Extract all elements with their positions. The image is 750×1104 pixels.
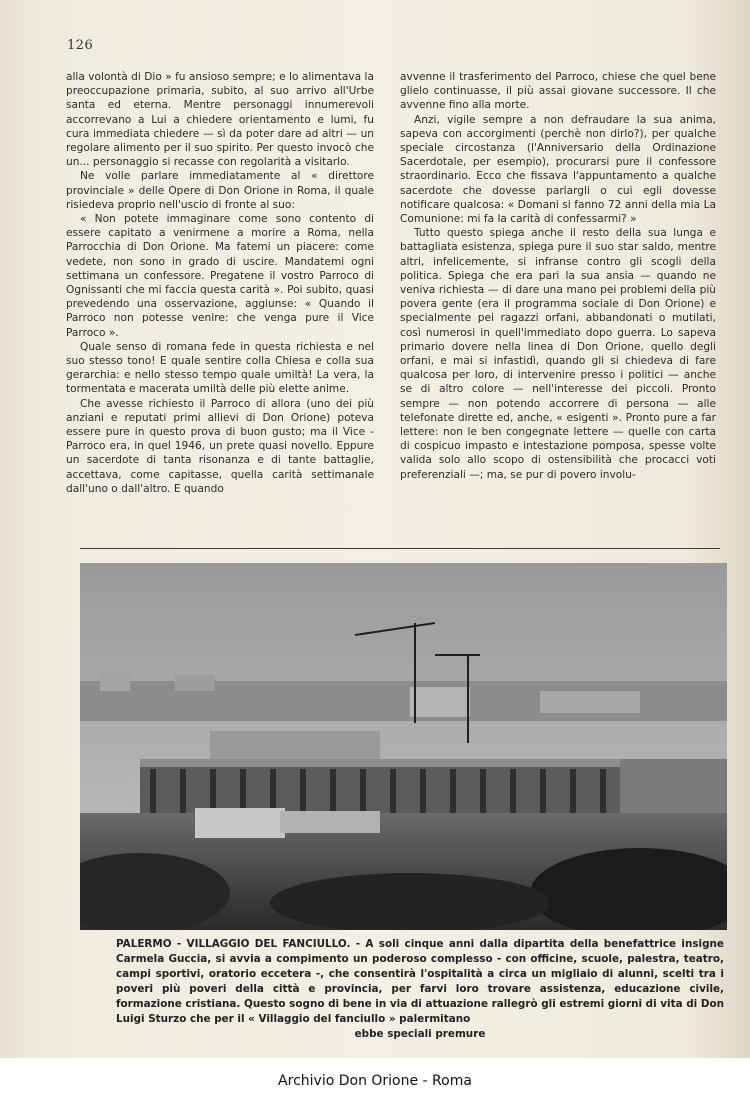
left-paragraph-5: Che avesse richiesto il Parroco di allora (uno dei più anziani e reputati primi allievi di Don Orione) poteva essere pure in questo prova di buon gusto; ma il Vice - Parroco era, in quel 1946, un prete quasi novello. Eppure un sacerdote di tanta risonanza e di tante battaglie, accettava, come capitasse, quella carità settimanale dall'uno o dall'altro. E quando bbox=[66, 397, 374, 495]
right-text-column bbox=[400, 70, 716, 482]
horizontal-divider bbox=[80, 548, 720, 549]
left-paragraph-4: Quale senso di romana fede in questa richiesta e nel suo stesso tono! E quale sentire colla Chiesa e colla sua gerarchia: e nello stesso tempo quale umiltà! La vera, la tormentata e macerata umiltà delle più elette anime. bbox=[66, 340, 374, 396]
photo-caption bbox=[116, 937, 724, 1042]
right-paragraph-1: avvenne il trasferimento del Parroco, chiese che quel bene glielo continuasse, il più assai giovane successore. Il che avvenne fino alla morte. bbox=[400, 71, 716, 112]
right-paragraph-2: Anzi, vigile sempre a non defraudare la sua anima, sapeva con accorgimenti (perchè non dirlo?), per qualche speciale circostanza (l'Anniversario della Ordinazione Sacerdotale, per esempio), procurarsi pure il confessore straordinario. Ecco che fissava l'appuntamento a qualche sacerdote che dovesse parlargli o cui egli dovesse notificare qualcosa: « Domani si fanno 72 anni della mia La Comunione: mi fa la carità di confessarmi? » bbox=[400, 113, 716, 226]
left-paragraph-1: alla volontà di Dio » fu ansioso sempre; e lo alimentava la preoccupazione primaria, subito, al suo arrivo all'Urbe santa ed eterna. Mentre personaggi innumerevoli accorrevano a Lui a chiedere orientamento e lumi, fu cura immediata chiedere — sì da poter dare ad altri — un regolare alimento per il suo spirito. Per questo invocò che un... personaggio si recasse con regolarità a visitarlo. bbox=[66, 71, 374, 169]
caption-lead: PALERMO - VILLAGGIO DEL FANCIULLO. bbox=[116, 938, 351, 950]
caption-tail: ebbe speciali premure bbox=[354, 1028, 486, 1040]
left-paragraph-2: Ne volle parlare immediatamente al « direttore provinciale » delle Opere di Don Orione in Roma, il quale risiedeva proprio nell'uscio di fronte al suo: bbox=[66, 170, 374, 211]
left-text-column bbox=[66, 70, 374, 496]
building-site-photo-icon bbox=[80, 563, 727, 930]
archive-footer: Archivio Don Orione - Roma bbox=[0, 1058, 750, 1100]
caption-body: - A soli cinque anni dalla dipartita della benefattrice insigne Carmela Guccia, si avvia a compimento un poderoso complesso - con officine, scuole, palestra, teatro, campi sportivi, oratorio eccetera -, che consentirà l'ospitalità a circa un migliaio di alunni, scelti tra i poveri più poveri della città e provincia, per farvi loro trovare assistenza, educazione civile, formazione cristiana. Questo sogno di bene in via di attuazione rallegrò gli estremi giorni di vita di Don Luigi Sturzo che per il « Villaggio del fanciullo » palermitano bbox=[116, 938, 724, 1025]
page-number: 126 bbox=[67, 38, 94, 53]
left-paragraph-3: « Non potete immaginare come sono contento di essere capitato a venirmene a morire a Roma, nella Parrocchia di Don Orione. Ma fatemi un piacere: come vedete, non sono in grado di uscire. Mandatemi ogni settimana un confessore. Pregatene il vostro Parroco di Ognissanti che mi faccia questa carità ». Poi subito, quasi prevedendo una osservazione, aggiunse: « Quando il Parroco non potesse venire: che venga pure il Vice Parroco ». bbox=[66, 213, 374, 339]
building-site-photo bbox=[80, 563, 727, 930]
right-paragraph-3: Tutto questo spiega anche il resto della sua lunga e battagliata esistenza, spiega pure il suo star saldo, mentre altri, infelicemente, si infranse contro gli scogli della politica. Spiega che era pari la sua ansia — quando ne veniva richiesta — di dare una mano pei problemi della più povera gente (era il programma sociale di Don Orione) e specialmente pei ragazzi orfani, abbandonati o mutilati, così numerosi in quell'immediato dopo guerra. Lo sapeva primario dovere nella linea di Don Orione, quello degli orfani, e mai si infastidì, quando gli si chiedeva di fare qualcosa per loro, di intervenire presso i politici — anche se di altro colore — nell'interesse dei piccoli. Pronto sempre — non potendo accorrere di persona — alle telefonate dirette ed, anche, « esigenti ». Pronto pure a far lettere: non le ben congegnate lettere — quelle con carta di cospicuo impasto e intestazione pomposa, spesse volte valida solo allo scopo di ostensibilità che procacci voti preferenziali —; ma, se pur di povero involu- bbox=[400, 227, 716, 481]
